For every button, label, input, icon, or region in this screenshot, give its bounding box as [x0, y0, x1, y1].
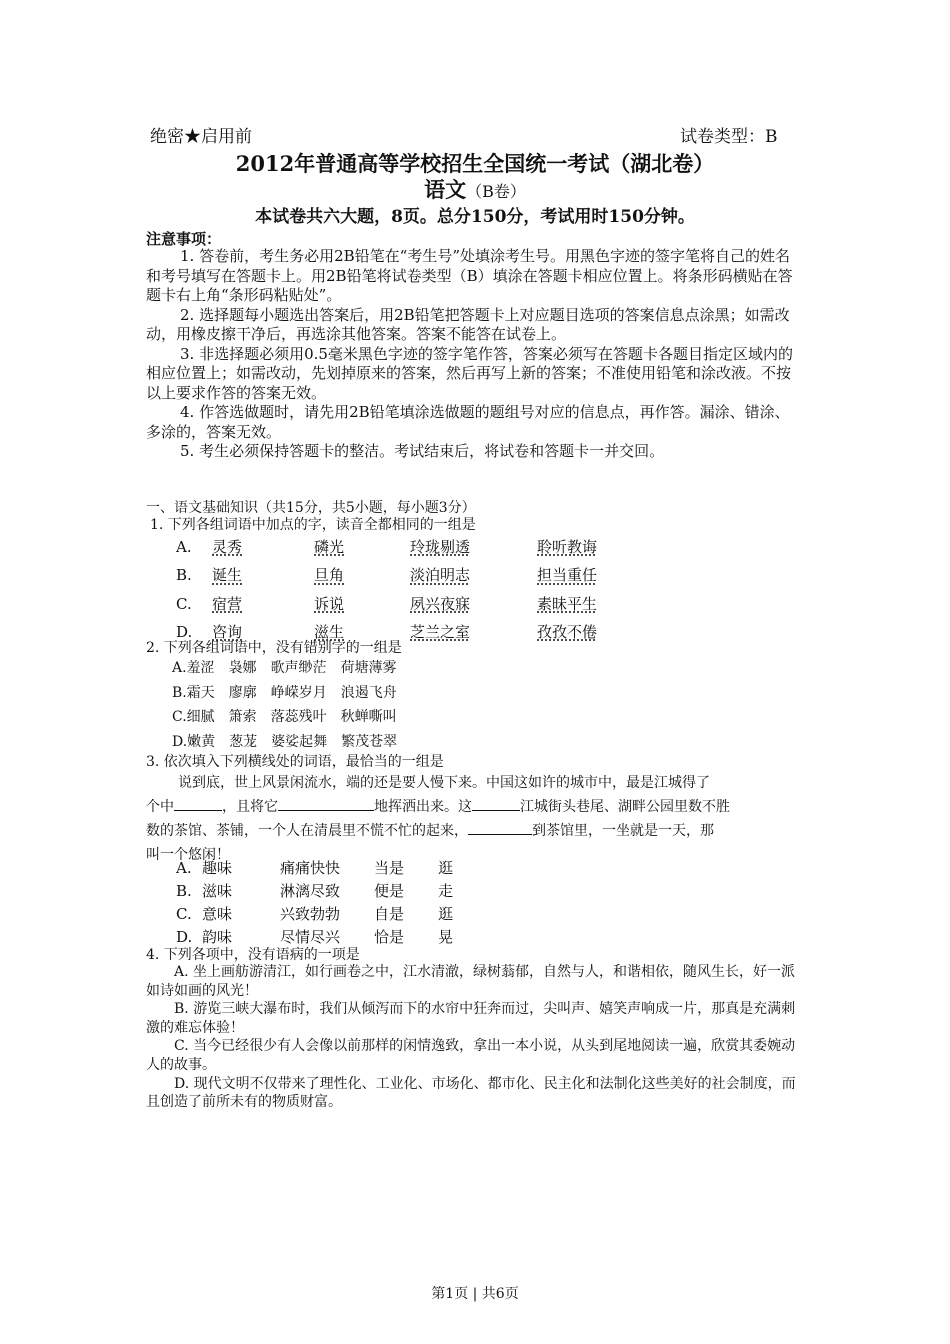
option-word: 走 — [438, 882, 454, 900]
option-word: 逛 — [438, 859, 454, 877]
option-row: A.羞涩 袅娜 歌声缈茫 荷塘薄雾 — [172, 660, 397, 676]
option-word: 孜孜不倦 — [537, 622, 598, 641]
option-label: C. — [176, 594, 192, 613]
option-word: 痛痛快快 — [280, 859, 341, 877]
notice-item: 1. 答卷前，考生务必用2B铅笔在“考生号”处填涂考生号。用黑色字迹的签字笔将自己的姓名和考号填写在答题卡上。用2B铅笔将试卷类型（B）填涂在答题卡相应位置上。将条形码横贴在答题卡右上角“条形码粘贴处”。 — [146, 247, 793, 304]
option-label: B. — [176, 882, 192, 900]
passage-text: ，且将它 — [222, 799, 278, 815]
q1-stem: 1. 下列各组词语中加点的字，读音全都相同的一组是 — [150, 517, 476, 533]
option-word: 磷光 — [314, 538, 345, 556]
option-label: C. — [176, 905, 192, 923]
passage-text: 到茶馆里，一坐就是一天，那 — [532, 823, 714, 839]
option-word: 便是 — [374, 882, 405, 900]
q4-stem: 4. 下列各项中，没有语病的一项是 — [146, 947, 360, 963]
option-word: 灵秀 — [212, 538, 243, 556]
option-row: C.细腻 箫索 落蕊残叶 秋蝉嘶叫 — [172, 709, 397, 725]
option-word: 夙兴夜寐 — [410, 594, 471, 613]
passage-text: 数的茶馆、茶铺，一个人在清晨里不慌不忙的起来， — [146, 823, 468, 839]
exam-title: 2012年普通高等学校招生全国统一考试（湖北卷） — [235, 151, 715, 176]
q3-options — [176, 857, 478, 949]
notice-item: 2. 选择题每小题选出答案后，用2B铅笔把答题卡上对应题目选项的答案信息点涂黑；如需改动，用橡皮擦干净后，再选涂其他答案。答案不能答在试卷上。 — [146, 305, 790, 343]
notice-heading: 注意事项： — [146, 230, 222, 248]
q2-stem: 2. 下列各组词语中，没有错别字的一组是 — [146, 640, 402, 656]
option-word: 兴致勃勃 — [280, 905, 341, 923]
option-word: 自是 — [374, 905, 405, 923]
option-word: 素昧平生 — [537, 594, 598, 613]
notice-item: 3. 非选择题必须用0.5毫米黑色字迹的签字笔作答，答案必须写在答题卡各题目指定区域内的相应位置上；如需改动，先划掉原来的答案，然后再写上新的答案；不准使用铅笔和涂改液。不按以上要求作答的答案无效。 — [146, 344, 793, 402]
option-word: 尽情尽兴 — [280, 928, 341, 946]
option-row: B.霜天 廖廓 峥嵘岁月 浪遏飞舟 — [172, 684, 397, 701]
exam-summary: 本试卷共六大题，8页。总分150分，考试用时150分钟。 — [255, 207, 695, 227]
notice-body — [146, 247, 804, 462]
passage-text: 地挥洒出来。这 — [374, 799, 472, 815]
notice-item: 4. 作答选做题时，请先用2B铅笔填涂选做题的题组号对应的信息点，再作答。漏涂、错涂、多涂的，答案无效。 — [146, 403, 790, 441]
option-word: 趣味 — [202, 859, 233, 877]
option-word: 晃 — [438, 928, 454, 946]
q3-stem: 3. 依次填入下列横线处的词语，最恰当的一组是 — [146, 754, 444, 770]
option-word: 逛 — [438, 905, 454, 923]
option-label: D. — [176, 622, 193, 641]
option-paragraph: C. 当今已经很少有人会像以前那样的闲情逸致，拿出一本小说，从头到尾地阅读一遍，欣赏其委婉动人的故事。 — [146, 1038, 796, 1073]
option-word: 滋生 — [314, 622, 345, 641]
option-word: 诞生 — [212, 566, 243, 585]
option-word: 淋漓尽致 — [280, 882, 341, 900]
paper-version: （B卷） — [466, 182, 526, 201]
passage-line: 说到底，世上风景闲流水，端的还是要人慢下来。中国这如许的城市中，最是江城得了 — [178, 775, 710, 791]
q3-passage — [146, 771, 730, 867]
option-word: 玲珑剔透 — [410, 538, 471, 556]
blank-4 — [468, 820, 532, 835]
page-footer: 第1页 | 共6页 — [431, 1286, 519, 1302]
blank-3 — [472, 796, 520, 811]
option-word: 恰是 — [374, 928, 405, 946]
option-word: 诉说 — [314, 594, 345, 613]
option-label: A. — [176, 859, 192, 877]
paper-type-label: 试卷类型：B — [680, 127, 778, 147]
option-word: 韵味 — [202, 928, 233, 946]
option-word: 咨询 — [212, 622, 243, 641]
passage-text: 个中 — [146, 799, 174, 815]
option-word: 当是 — [374, 859, 405, 877]
blank-2 — [278, 796, 374, 811]
subject-name: 语文 — [424, 177, 467, 202]
confidential-label: 绝密★启用前 — [150, 127, 252, 147]
option-word: 旦角 — [314, 566, 345, 585]
option-paragraph: D. 现代文明不仅带来了理性化、工业化、市场化、都市化、民主化和法制化这些美好的社会制度，而且创造了前所未有的物质财富。 — [146, 1075, 796, 1111]
option-label: D. — [176, 928, 193, 946]
option-word: 芝兰之室 — [410, 622, 471, 641]
option-label: B. — [176, 566, 192, 585]
option-word: 宿营 — [212, 594, 243, 613]
option-paragraph: B. 游览三峡大瀑布时，我们从倾泻而下的水帘中狂奔而过，尖叫声、嬉笑声响成一片，那真是充满刺激的难忘体验！ — [146, 1001, 796, 1036]
option-word: 聆听教诲 — [537, 538, 598, 556]
exam-subtitle — [0, 174, 950, 204]
notice-item: 5. 考生必须保持答题卡的整洁。考试结束后，将试卷和答题卡一并交回。 — [180, 442, 665, 460]
option-word: 滋味 — [202, 882, 233, 900]
q4-options — [146, 963, 808, 1112]
option-word: 意味 — [202, 905, 233, 923]
blank-1 — [174, 796, 222, 811]
option-word: 淡泊明志 — [410, 566, 471, 585]
option-row: D.嫩黄 葱茏 婆娑起舞 繁茂苍翠 — [172, 733, 398, 750]
option-paragraph: A. 坐上画舫游清江，如行画卷之中，江水清澈，绿树蓊郁，自然与人，和谐相依，随风生长，好一派如诗如画的风光！ — [146, 964, 796, 999]
option-word: 担当重任 — [537, 566, 598, 585]
option-label: A. — [176, 538, 192, 556]
passage-line: 叫一个悠闲！ — [146, 847, 230, 863]
passage-line — [146, 795, 730, 819]
passage-text: 江城街头巷尾、湖畔公园里数不胜 — [520, 799, 730, 815]
section-heading: 一、语文基础知识（共15分，共5小题，每小题3分） — [146, 500, 476, 516]
q2-options — [172, 656, 397, 754]
passage-line — [146, 819, 730, 843]
q1-options — [176, 533, 647, 646]
